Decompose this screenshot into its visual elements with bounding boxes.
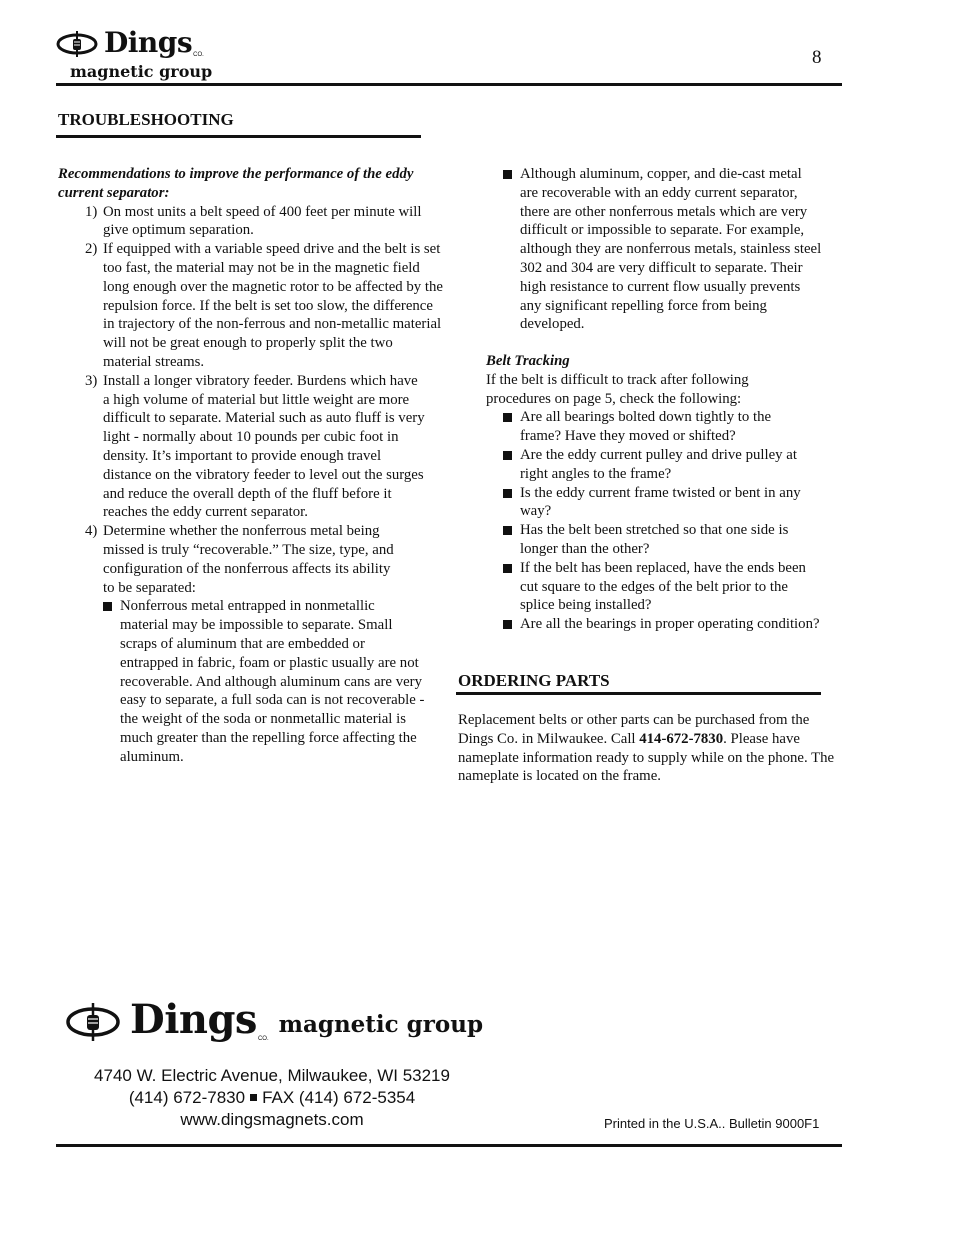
belt-tracking-heading: Belt Tracking: [486, 353, 570, 369]
bullet-square-icon: [503, 170, 512, 179]
item-number: 2): [85, 241, 98, 258]
footer-logo: [66, 998, 483, 1042]
footer-phone-fax: [62, 1087, 482, 1109]
belt-tracking-intro: If the belt is difficult to track after following procedures on page 5, check the following:: [486, 371, 749, 407]
item-number: 1): [85, 203, 98, 220]
item-number: 3): [85, 372, 98, 389]
footer-brand-name: Dings: [130, 996, 257, 1043]
ordering-heading: ORDERING PARTS: [458, 671, 610, 690]
bullet-text: Nonferrous metal entrapped in nonmetallic material may be impossible to separate. Small scraps of aluminum that are embedded or entrapped in fabric, foam or plastic usually are not recoverable. And although aluminum cans are very easy to separate, a full soda can is not recoverable - the weight of the soda or nonmetallic material is much greater than the repelling force affecting the aluminum.: [120, 598, 425, 765]
troubleshooting-intro: Recommendations to improve the performance of the eddy current separator:: [58, 166, 414, 201]
bullet-square-icon: [503, 620, 512, 629]
troubleshooting-bullet: [503, 165, 823, 334]
item-text: If equipped with a variable speed drive and the belt is set too fast, the material may not be in the magnetic field long enough over the magnetic rotor to be affected by the repulsion force. If the belt is set too slow, the difference in trajectory of the non-ferrous and non-metallic material will not be great enough to properly split the two material streams.: [103, 241, 443, 370]
bullet-square-icon: [503, 564, 512, 573]
magnet-logo-icon: [56, 30, 98, 58]
item-text: On most units a belt speed of 400 feet per minute will give optimum separation.: [103, 203, 422, 239]
footer-printed: Printed in the U.S.A.. Bulletin 9000F1: [604, 1116, 820, 1131]
belt-tracking-bullet: [503, 484, 803, 522]
belt-tracking-bullet: [503, 408, 803, 446]
troubleshooting-item: [85, 240, 443, 372]
ordering-phone: 414-672-7830: [639, 730, 724, 747]
header-rule: [56, 83, 842, 86]
bullet-square-icon: [103, 602, 112, 611]
belt-tracking-bullet: [503, 446, 823, 484]
ordering-text-after: . Please have nameplate information ready to supply while on the phone. The nameplate is located on the frame.: [458, 730, 835, 785]
bullet-text: If the belt has been replaced, have the ends been cut square to the edges of the belt prior to the splice being installed?: [520, 559, 806, 614]
footer-contact: [62, 1065, 482, 1131]
separator-square-icon: [250, 1094, 257, 1101]
troubleshooting-left-column: [58, 165, 443, 767]
item-number: 4): [85, 523, 98, 540]
bullet-text: Has the belt been stretched so that one side is longer than the other?: [520, 522, 789, 557]
footer-rule: [56, 1144, 842, 1147]
bullet-square-icon: [503, 451, 512, 460]
footer-phone: (414) 672-7830: [128, 1088, 246, 1107]
troubleshooting-item: [85, 372, 443, 522]
brand-name: Dings: [104, 26, 193, 59]
brand-co: CO.: [193, 52, 204, 58]
belt-tracking-bullet: [503, 521, 813, 559]
magnet-logo-icon: [66, 1002, 120, 1042]
ordering-text-before: Replacement belts or other parts can be purchased from the Dings Co. in Milwaukee. Call: [458, 712, 810, 747]
belt-tracking-section: [486, 352, 846, 634]
ordering-text: [458, 711, 840, 786]
belt-tracking-bullet: [503, 559, 813, 615]
footer-address: 4740 W. Electric Avenue, Milwaukee, WI 53219: [94, 1066, 450, 1085]
page-number: 8: [812, 47, 822, 68]
troubleshooting-item: [85, 522, 443, 597]
bullet-text: Although aluminum, copper, and die-cast metal are recoverable with an eddy current separator, there are other nonferrous metals which are very difficult or impossible to separate. For example, although they are nonferrous metals, stainless steel 302 and 304 are very difficult to separate. Their high resistance to current flow usually prevents any significant repelling force from being developed.: [520, 166, 822, 333]
item-text: Determine whether the nonferrous metal being missed is truly “recoverable.” The size, type, and configuration of the nonferrous affects its ability to be separated:: [103, 523, 394, 596]
troubleshooting-heading: TROUBLESHOOTING: [58, 110, 234, 129]
bullet-square-icon: [503, 526, 512, 535]
header-logo: [56, 28, 204, 58]
footer-fax: FAX (414) 672-5354: [262, 1088, 416, 1107]
troubleshooting-item: [85, 203, 443, 241]
bullet-text: Are the eddy current pulley and drive pulley at right angles to the frame?: [520, 446, 797, 482]
bullet-text: Are all bearings bolted down tightly to the frame? Have they moved or shifted?: [520, 409, 772, 445]
item-text: Install a longer vibratory feeder. Burdens which have a high volume of material but little weight are more difficult to separate. Material such as auto fluff is very light - normally about 10 pounds per cubic foot in density. It’s important to provide enough travel distance on the vibratory feeder to level out the surges and reduce the overall depth of the fluff before it reaches the eddy current separator.: [103, 372, 425, 521]
footer-brand-co: CO.: [257, 1036, 269, 1042]
ordering-rule: [456, 692, 821, 695]
bullet-text: Are all the bearings in proper operating condition?: [520, 616, 820, 633]
troubleshooting-rule: [56, 135, 421, 138]
bullet-square-icon: [503, 489, 512, 498]
troubleshooting-bullet: [103, 597, 443, 766]
bullet-square-icon: [503, 413, 512, 422]
footer-brand-tagline: magnetic group: [278, 1011, 484, 1038]
brand-tagline: magnetic group: [70, 62, 213, 81]
bullet-text: Is the eddy current frame twisted or bent in any way?: [520, 484, 801, 520]
belt-tracking-bullet: [503, 615, 843, 634]
footer-website[interactable]: www.dingsmagnets.com: [180, 1110, 364, 1129]
